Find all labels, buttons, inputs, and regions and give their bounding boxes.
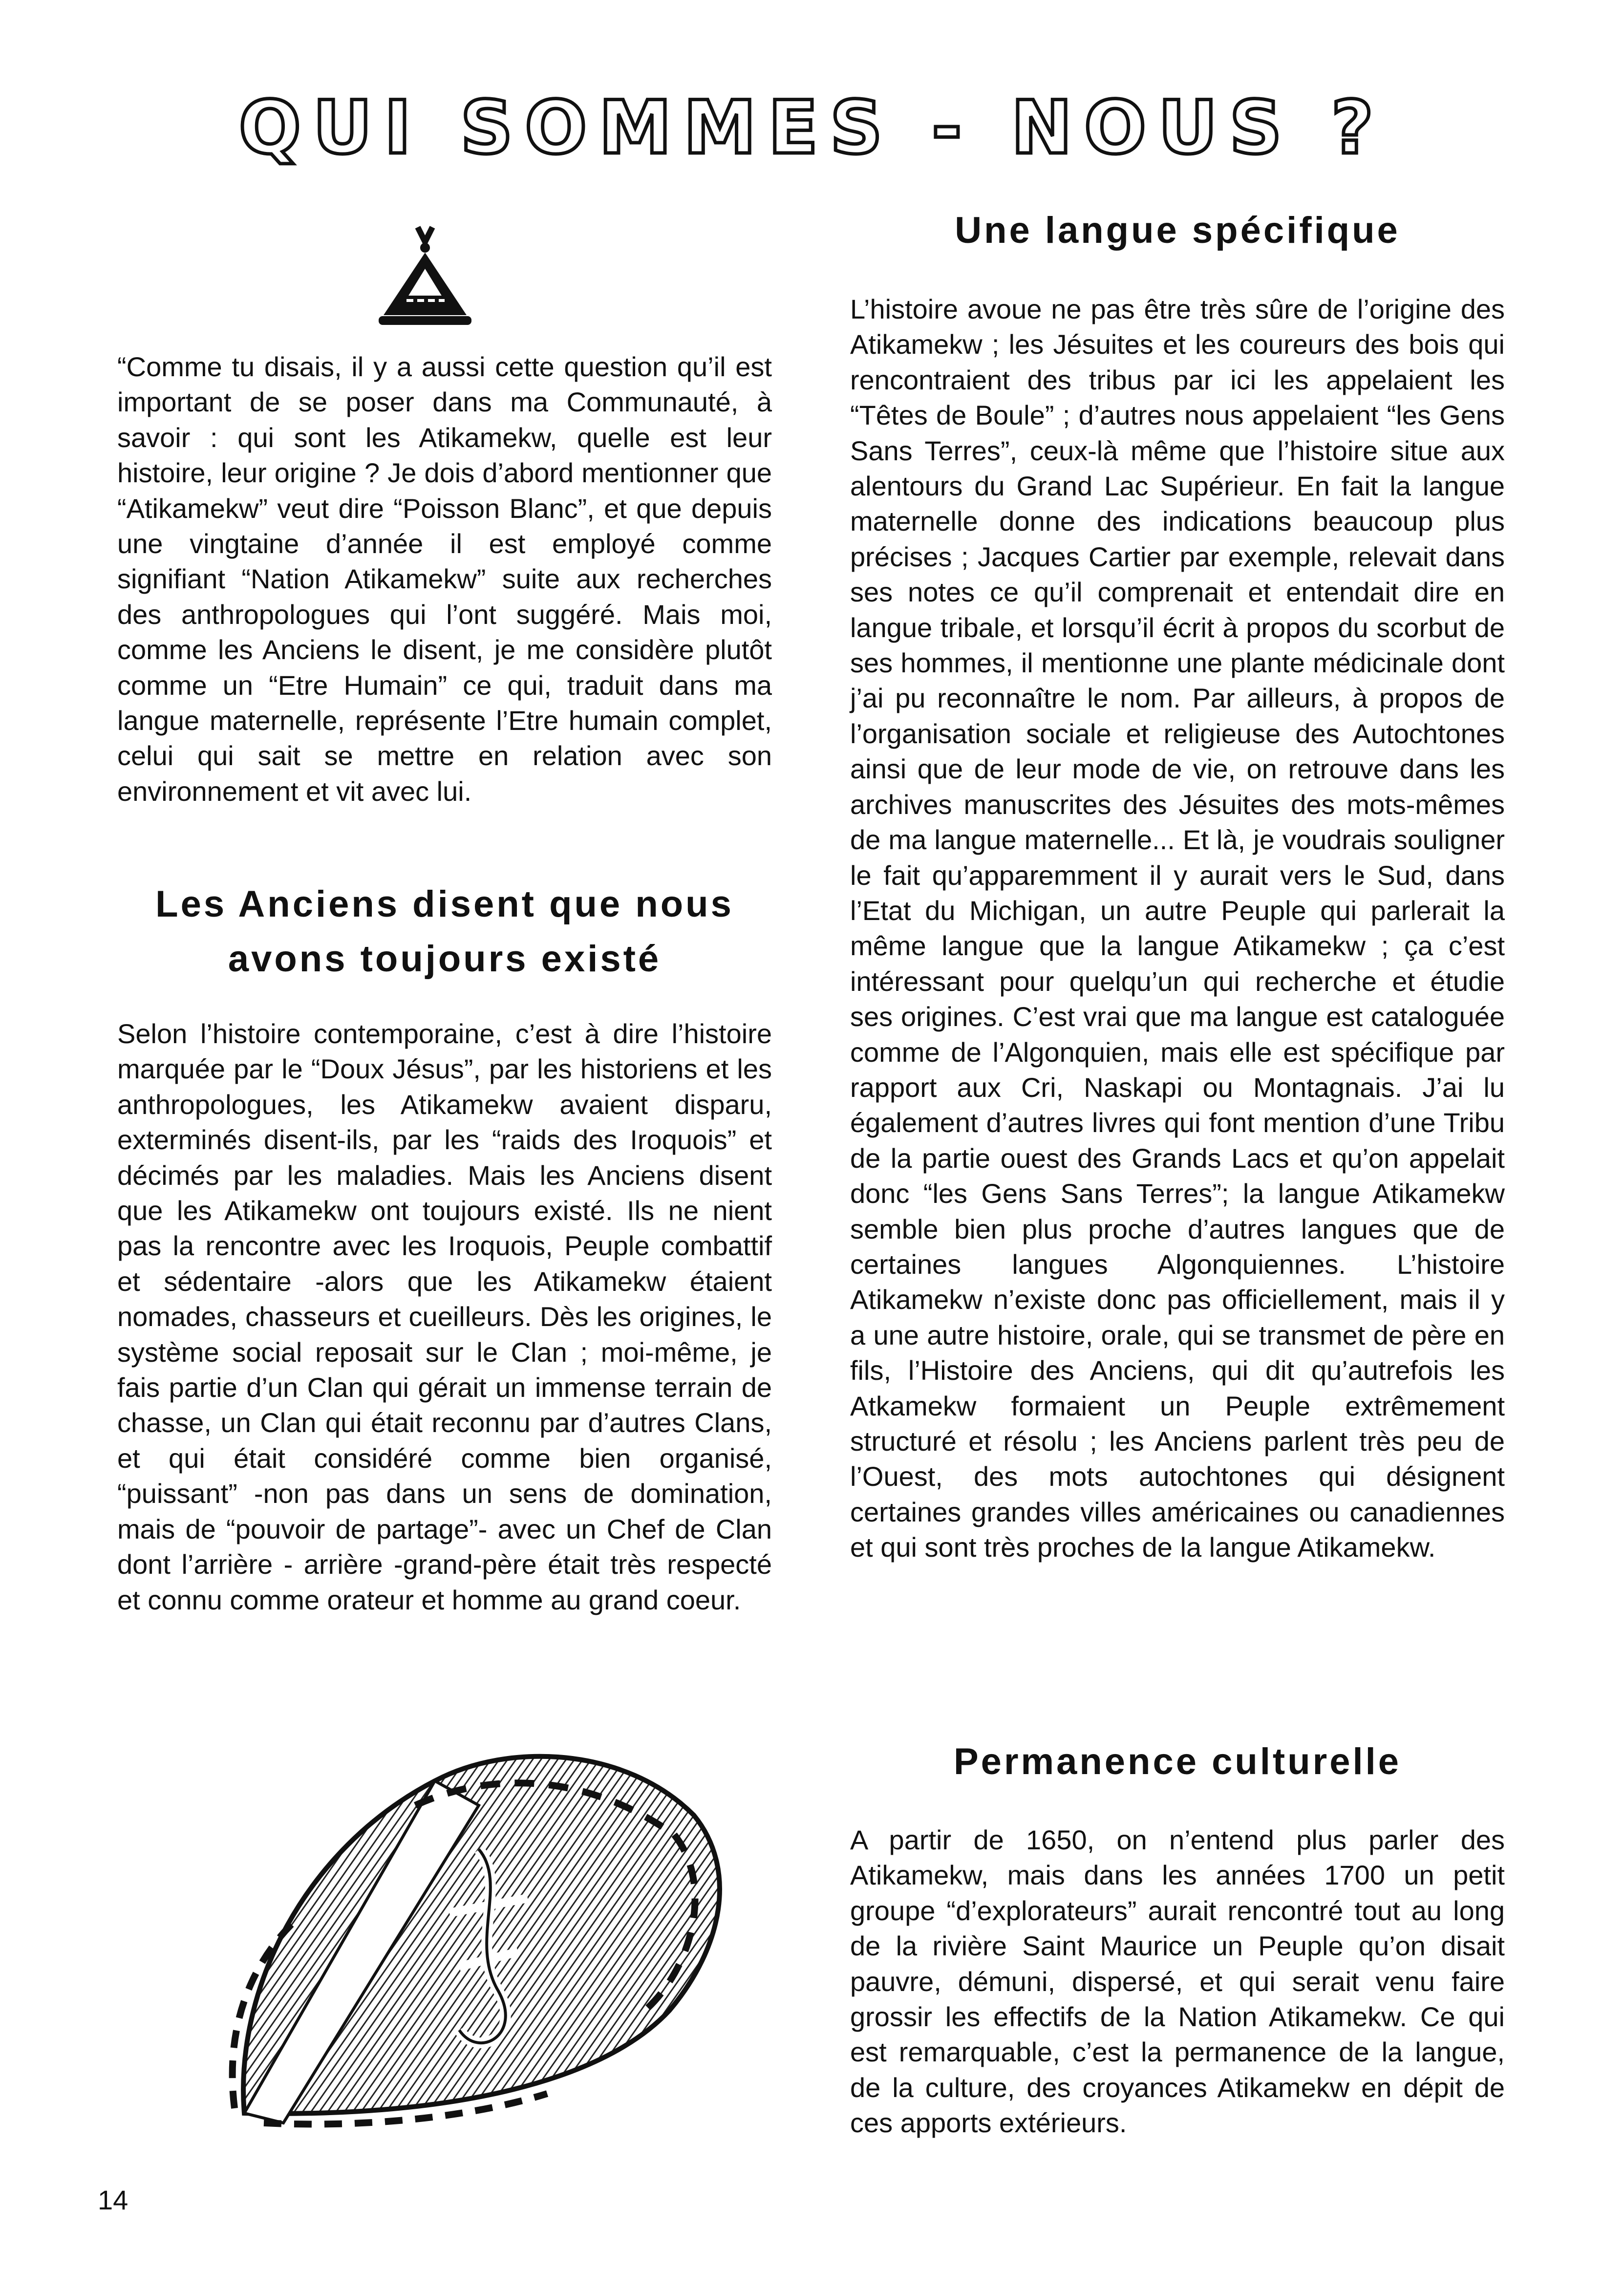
permanence-paragraph: A partir de 1650, on n’entend plus parler des Atikamekw, mais dans les années 1700 un petit groupe “d’explorateurs” aurait rencontré tout au long de la rivière Saint Maurice un Peuple qu’on disait pauvre, démuni, dispersé, et qui serait venu faire grossir les effectifs de la Nation Atikamekw. Ce qui est remarquable, c’est la permanence de la langue, de la culture, des croyances Atikamekw en dépit de ces apports extérieurs. [850, 1824, 1505, 2139]
left-body [117, 1016, 772, 1618]
teepee-icon [371, 222, 479, 330]
langue-paragraph: L’histoire avoue ne pas être très sûre de l’origine des Atikamekw ; les Jésuites et les coureurs des bois qui rencontraient des tribus par ici les appelaient les “Têtes de Boule” ; d’autres nous appelaient “les Gens Sans Terres”, ceux-là même que l’histoire situe aux alentours du Grand Lac Supérieur. En fait la langue maternelle donne des indications beaucoup plus précises ; Jacques Cartier par exemple, relevait dans ses notes ce qu’il comprenait et entendait dire en langue tribale, et lorsqu’il écrit à propos du scorbut de ses hommes, il mentionne une plante médicinale dont j’ai pu reconnaître le nom. Par ailleurs, à propos de l’organisation sociale et religieuse des Autochtones ainsi que de leur mode de vie, on retrouve dans les archives manuscrites des Jésuites des mots-mêmes de ma langue maternelle... Et là, je voudrais souligner le fait qu’apparemment il y aurait vers le Sud, dans l’Etat du Michigan, un autre Peuple qui parlerait la même langue que la langue Atikamekw ; ça c’est intéressant pour quelqu’un qui recherche et étudie ses origines. C’est vrai que ma langue est cataloguée comme de l’Algonquien, mais elle est spécifique par rapport aux Cri, Naskapi ou Montagnais. J’ai lu également d’autres livres qui font mention d’une Tribu de la partie ouest des Grands Lacs et qu’on appelait donc “les Gens Sans Terres”; la langue Atikamekw semble bien plus proche d’autres langues que de certaines langues Algonquiennes. L’histoire Atikamekw n’existe donc pas officiellement, mais il y a une autre histoire, orale, qui se transmet de père en fils, l’Histoire des Anciens, qui dit qu’autrefois les Atkamekw formaient un Peuple extrêmement structuré et résolu ; les Anciens parlent très peu de l’Ouest, des mots autochtones qui désignent certaines grandes villes américaines ou canadiennes et qui sont très proches de la langue Atikamekw. [850, 294, 1505, 1563]
intro-paragraph: “Comme tu disais, il y a aussi cette question qu’il est important de se poser dans ma Communauté, à savoir : qui sont les Atikamekw, quelle est leur histoire, leur origine ? Je dois d’abord mentionner que “Atikamekw” veut dire “Poisson Blanc”, et que depuis une vingtaine d’année il est employé comme signifiant “Nation Atikamekw” suite aux recherches des anthropologues qui l’ont suggéré. Mais moi, comme les Anciens le disent, je me considère plutôt comme un “Etre Humain” ce qui, traduit dans ma langue maternelle, représente l’Etre humain complet, celui qui sait se mettre en relation avec son environnement et vit avec lui. [117, 351, 772, 807]
page-number: 14 [98, 2185, 128, 2215]
anciens-paragraph: Selon l’histoire contemporaine, c’est à dire l’histoire marquée par le “Doux Jésus”, par les historiens et les anthropologues, les Atikamekw avaient disparu, exterminés disent-ils, par les “raids des Iroquois” et décimés par les maladies. Mais les Anciens disent que les Atikamekw ont toujours existé. Ils ne nient pas la rencontre avec les Iroquois, Peuple combattif et sédentaire -alors que les Atikamekw étaient nomades, chasseurs et cueilleurs. Dès les origines, le système social reposait sur le Clan ; moi-même, je fais partie d’un Clan qui gérait un immense terrain de chasse, un Clan qui était reconnu par d’autres Clans, et qui était considéré comme bien organisé, “puissant” -non pas dans un sens de domination, mais de “pouvoir de partage”- avec un Chef de Clan dont l’arrière - arrière -grand-père était très respecté et connu comme orateur et homme au grand coeur. [117, 1018, 772, 1615]
right-body-2 [850, 1822, 1505, 2141]
left-column [117, 349, 772, 809]
page-title: QUI SOMMES - NOUS ? [238, 86, 1386, 171]
section-heading-anciens: Les Anciens disent que nous avons toujours existé [155, 883, 734, 980]
section-heading-langue: Une langue spécifique [955, 210, 1400, 251]
right-column [850, 292, 1505, 1565]
section-heading-permanence: Permanence culturelle [953, 1741, 1402, 1782]
birchbark-leaf-illustration [205, 1737, 743, 2138]
